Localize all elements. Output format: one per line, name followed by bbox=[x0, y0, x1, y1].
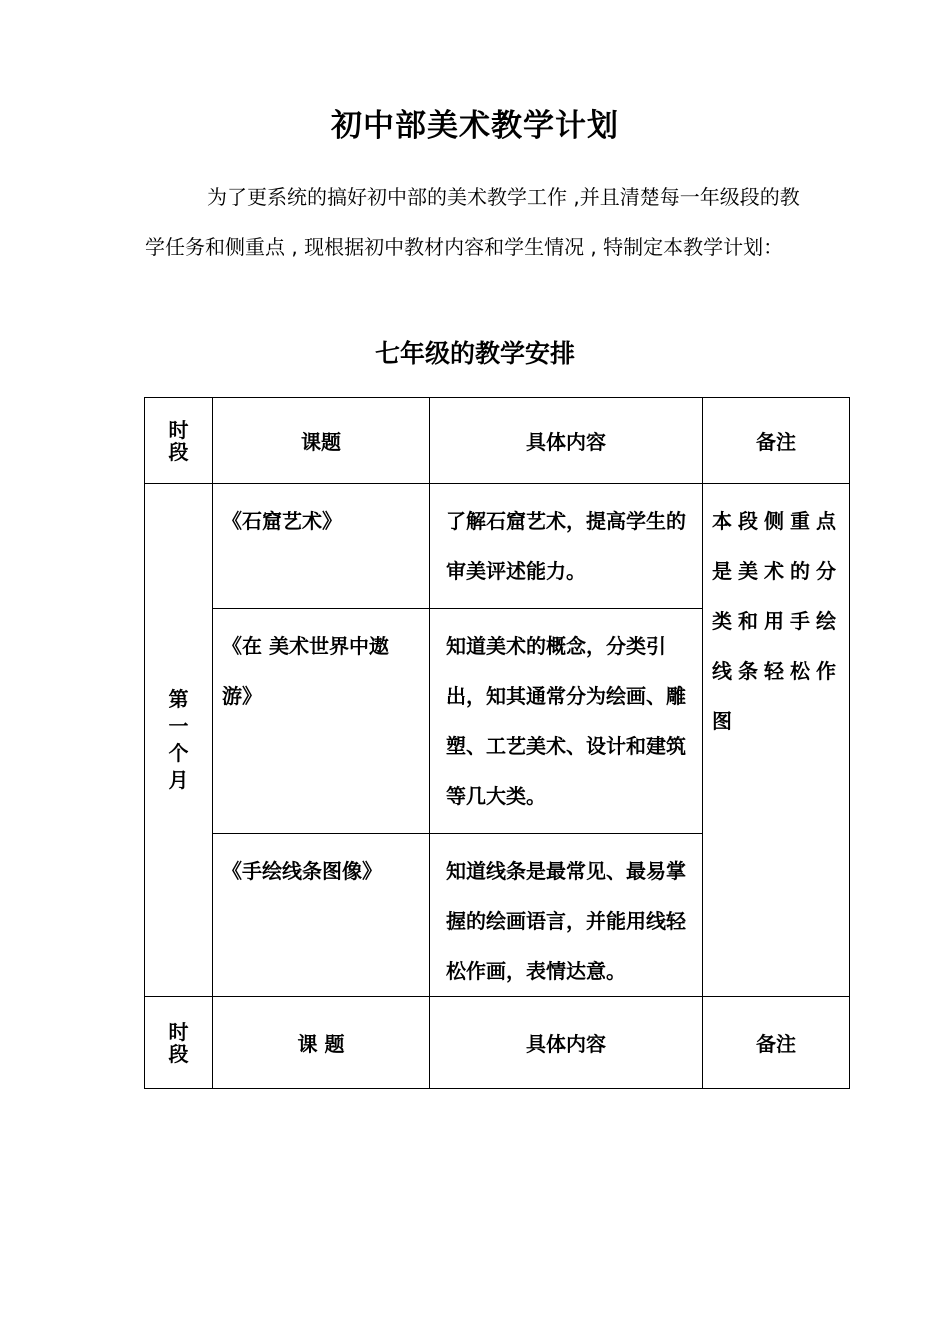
period-cell bbox=[145, 484, 213, 997]
table-row bbox=[145, 484, 850, 609]
header-content: 具体内容 bbox=[430, 398, 703, 484]
header-period bbox=[145, 398, 213, 484]
note-cell: 本段侧重点是美术的分类和用手绘线条轻松作图 bbox=[703, 484, 850, 997]
header-period-char: 段 bbox=[168, 439, 189, 464]
header-period-char: 时 bbox=[168, 417, 189, 442]
period-char: 一 bbox=[168, 714, 189, 738]
footer-topic: 课 题 bbox=[213, 997, 430, 1089]
topic-cell: 《石窟艺术》 bbox=[213, 484, 430, 609]
footer-note: 备注 bbox=[703, 997, 850, 1089]
topic-cell: 《在 美术世界中遨游》 bbox=[213, 609, 430, 834]
header-note: 备注 bbox=[703, 398, 850, 484]
footer-period-char: 段 bbox=[168, 1041, 189, 1066]
intro-paragraph bbox=[145, 172, 815, 272]
footer-header-row bbox=[145, 997, 850, 1089]
period-char: 个 bbox=[168, 741, 189, 765]
content-cell: 了解石窟艺术，提高学生的审美评述能力。 bbox=[430, 484, 703, 609]
document-title: 初中部美术教学计划 bbox=[331, 108, 619, 144]
period-char: 月 bbox=[168, 768, 189, 792]
header-topic: 课题 bbox=[213, 398, 430, 484]
footer-period bbox=[145, 997, 213, 1089]
header-row bbox=[145, 398, 850, 484]
intro-text: 为了更系统的搞好初中部的美术教学工作 ,并且清楚每一年级段的教学任务和侧重点 , 现根据初中教材内容和学生情况 , 特制定本教学计划： bbox=[145, 185, 800, 259]
footer-period-char: 时 bbox=[168, 1019, 189, 1044]
footer-content: 具体内容 bbox=[430, 997, 703, 1089]
topic-cell: 《手绘线条图像》 bbox=[213, 834, 430, 997]
teaching-plan-table bbox=[144, 397, 850, 1089]
period-char: 第 bbox=[168, 687, 189, 711]
content-cell: 知道美术的概念，分类引出，知其通常分为绘画、雕塑、工艺美术、设计和建筑等几大类。 bbox=[430, 609, 703, 834]
content-cell: 知道线条是最常见、最易掌握的绘画语言，并能用线轻松作画，表情达意。 bbox=[430, 834, 703, 997]
section-title: 七年级的教学安排 bbox=[374, 339, 575, 368]
